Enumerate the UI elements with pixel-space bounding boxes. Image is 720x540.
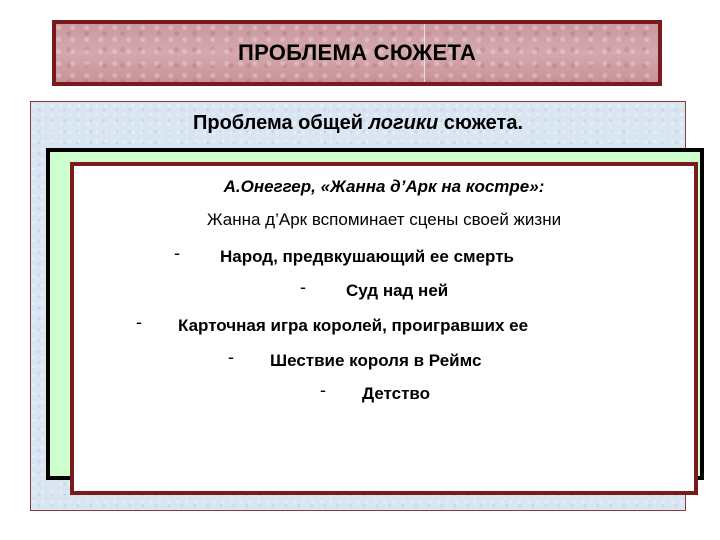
list-item-dash: -: [228, 347, 234, 367]
list-item-text: Детство: [362, 384, 431, 403]
list-item-text: Карточная игра королей, проигравших ее: [178, 316, 529, 335]
subtitle-italic-word: логики: [368, 112, 439, 134]
list-item-dash: -: [300, 277, 306, 297]
slide-subtitle: [30, 112, 686, 135]
subtitle-text-after: сюжета.: [438, 112, 523, 134]
list-item-text: Шествие короля в Реймс: [270, 351, 482, 370]
text-box-heading: А.Онеггер, «Жанна д’Арк на костре»:: [223, 177, 545, 196]
subtitle-text-before: Проблема общей: [193, 112, 369, 134]
list-item-text: Суд над ней: [346, 281, 449, 300]
slide-title: ПРОБЛЕМА СЮЖЕТА: [237, 40, 477, 65]
text-box: [70, 162, 698, 495]
text-box-line: Жанна д’Арк вспоминает сцены своей жизни: [206, 210, 562, 229]
list-item-text: Народ, предвкушающий ее смерть: [220, 247, 514, 266]
list-item-dash: -: [320, 380, 326, 400]
list-item-dash: -: [174, 243, 180, 263]
list-item-dash: -: [136, 312, 142, 332]
slide-title-box: [52, 20, 662, 86]
